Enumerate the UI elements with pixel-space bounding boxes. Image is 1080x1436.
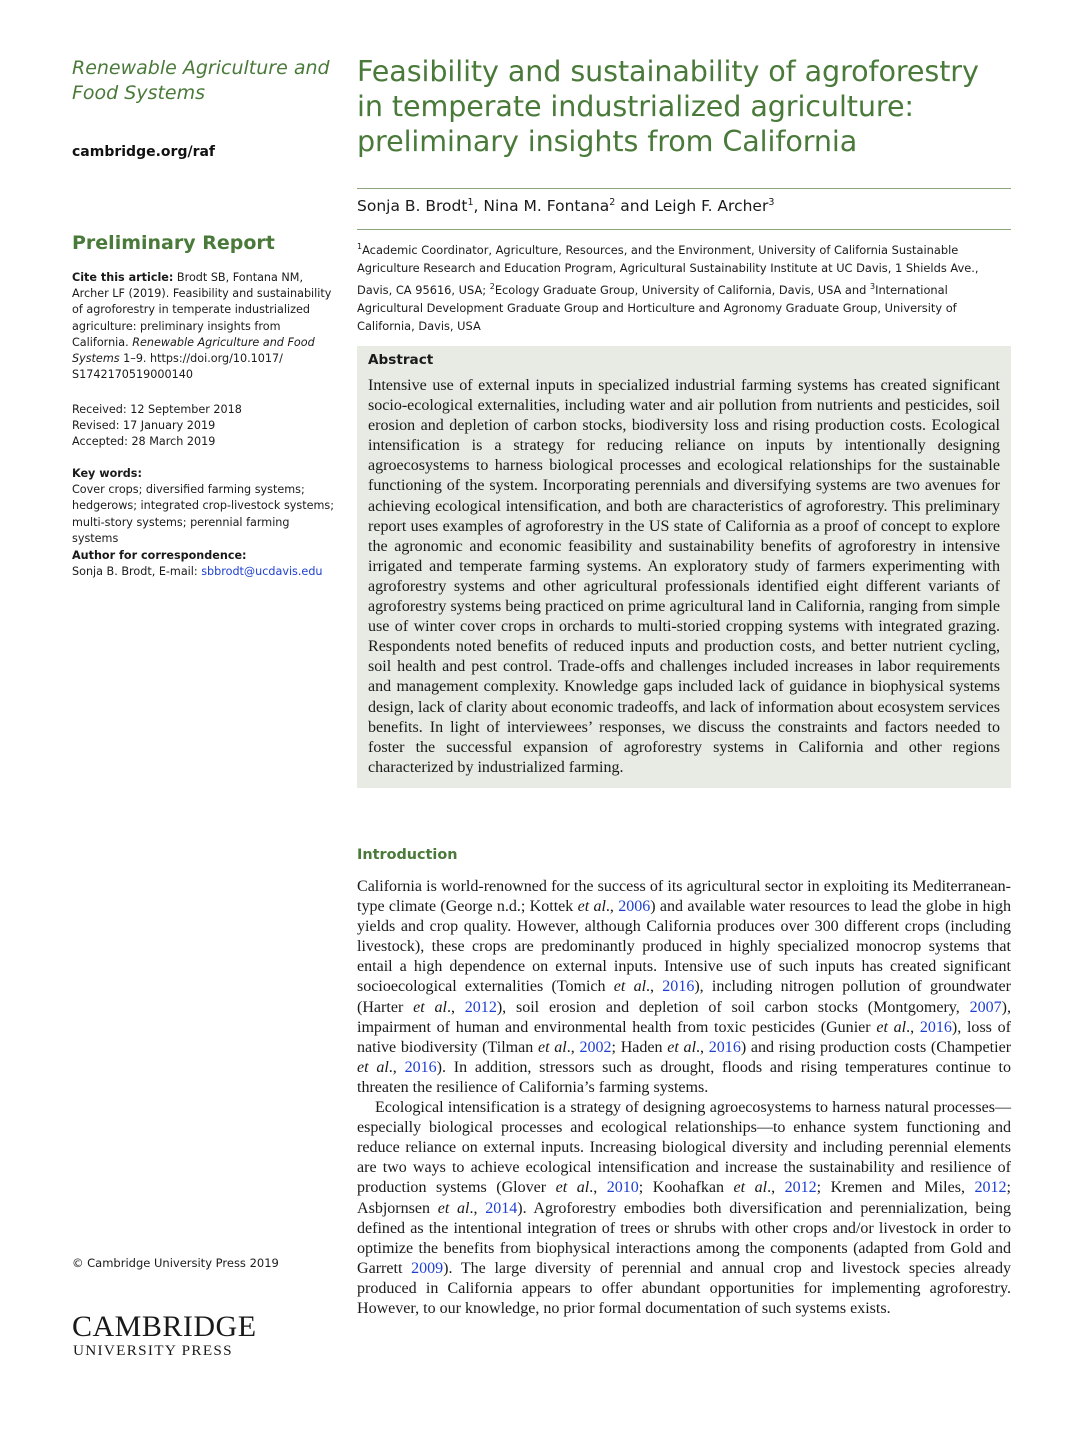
body-text: ), soil erosion and depletion of soil carbon stocks (Montgomery, <box>496 998 970 1016</box>
correspondence-email-link[interactable]: sbbrodt@ucdavis.edu <box>201 565 323 579</box>
citation-year-link[interactable]: 2016 <box>662 978 695 996</box>
affiliations <box>357 238 1011 336</box>
affiliation-text: International Agricultural Development Graduate Group and Horticulture and Agronomy Graduate Group, University of California, Davis, USA <box>357 282 957 334</box>
body-text: ; Haden <box>611 1038 668 1056</box>
body-text: ., <box>696 1038 709 1056</box>
body-text: ., <box>446 998 465 1016</box>
journal-name: Renewable Agriculture and Food Systems <box>72 57 330 104</box>
body-text: ), including nitrogen pollution of groundwater (Harter <box>357 978 1012 1016</box>
title-rule <box>357 188 1011 189</box>
et-al-italic: et al <box>667 1038 697 1056</box>
author-name: Leigh F. Archer <box>654 197 769 216</box>
et-al-italic: et al <box>357 1058 389 1076</box>
article-dates <box>72 402 242 450</box>
keywords-block <box>72 466 338 547</box>
et-al-italic: et al <box>577 898 606 916</box>
affiliation-text: Academic Coordinator, Agriculture, Resources, and the Environment, University of California Sustainable Agriculture Research and Education Program, Agricultural Sustainability Institute at UC Davis, 1 Shields Ave., Davis, CA 95616, USA; <box>357 242 979 297</box>
body-text: ), impairment of human and environmental health from toxic pesticides (Gunier <box>357 998 1012 1036</box>
citation-year-link[interactable]: 2002 <box>579 1038 612 1056</box>
abstract-text: Intensive use of external inputs in specialized industrial farming systems has created significant socio-ecological externalities, including water and air pollution from nutrients and pesticides, soil erosion and depletion of carbon stocks, biodiversity loss and rising production costs. Ecological intensification is a strategy for reducing reliance on inputs by intentionally designing agroecosystems to harness biological processes and ecological relationships for the sustainable functioning of the system. Incorporating perennials and diversifying systems are two avenues for achieving ecological intensification, and both are characteristics of agroforestry. This preliminary report uses examples of agroforestry in the US state of California as a proof of concept to explore the agronomic and economic feasibility and sustainability benefits of agroforestry in intensive irrigated and temperate farming systems. An exploratory study of farmers experimenting with agroforestry systems and other agricultural professionals identified eight different variants of agroforestry systems being practiced on prime agricultural land in California, ranging from simple use of winter cover crops in orchards to multi-storied cropping systems with integrated grazing. Respondents noted benefits of reduced inputs and production costs, and better nutrient cycling, soil health and pest control. Trade-offs and challenges included increases in labor requirements and management complexity. Knowledge gaps included lack of guidance in biophysical systems design, lack of clarity about economic tradeoffs, and lack of information about ecosystem services benefits. In light of interviewees’ responses, we discuss the constraints and factors needed to foster the successful expansion of agroforestry systems in California and other regions characterized by industrialized farming. <box>368 377 1000 776</box>
et-al-italic: et al <box>537 1038 567 1056</box>
body-text: ). The large diversity of perennial and annual crop and livestock species already produced in California appears to offer abundant opportunities for implementing agroforestry. However, to our knowledge, no prior formal documentation of such systems exists. <box>357 1259 1011 1317</box>
citation-year-link[interactable]: 2006 <box>618 898 651 916</box>
citation-year-link[interactable]: 2016 <box>708 1038 741 1056</box>
keywords-text: Cover crops; diversified farming systems; hedgerows; integrated crop-livestock systems; multi-story systems; perennial farming systems <box>72 483 335 545</box>
affiliation-text: Ecology Graduate Group, University of California, Davis, USA and <box>494 282 870 297</box>
author-affiliation-marker: 2 <box>609 197 616 208</box>
et-al-italic: et al <box>733 1179 768 1197</box>
revised-date: Revised: 17 January 2019 <box>72 419 216 432</box>
accepted-date: Accepted: 28 March 2019 <box>72 435 216 448</box>
correspondence-block <box>72 548 338 580</box>
abstract-heading: Abstract <box>368 352 434 368</box>
author-name: Nina M. Fontana <box>483 197 610 216</box>
affiliation-marker: 1 <box>357 242 363 251</box>
body-text: ., <box>589 1179 607 1197</box>
body-text: ) and rising production costs (Champetier <box>740 1038 1012 1056</box>
journal-url[interactable]: cambridge.org/raf <box>72 144 216 160</box>
author-name: Sonja B. Brodt <box>357 197 468 216</box>
citation-year-link[interactable]: 2007 <box>969 998 1002 1016</box>
citation-year-link[interactable]: 2016 <box>919 1018 952 1036</box>
body-text: ., <box>388 1058 405 1076</box>
citation-year-link[interactable]: 2014 <box>485 1199 518 1217</box>
abstract-box <box>357 346 1011 788</box>
et-al-italic: et al <box>876 1018 907 1036</box>
body-paragraph <box>357 877 1011 1098</box>
body-text: ., <box>605 898 614 916</box>
citation-year-link[interactable]: 2012 <box>974 1179 1007 1197</box>
affiliation-marker: 2 <box>489 281 495 291</box>
body-text: ) and available water resources to lead the globe in high yields and crop quality. However, although California produces over 300 different crops (including livestock), these crops are predominantly produced in highly specialized monocrop systems that entail a high dependence on external inputs. Intensive use of such inputs has created significant socioecological externalities (Tomich <box>357 898 1011 996</box>
cite-label: Cite this article: <box>72 271 174 284</box>
correspondence-text: Sonja B. Brodt, E-mail: <box>72 565 202 579</box>
et-al-italic: et al <box>613 978 647 996</box>
body-text: ), loss of native biodiversity (Tilman <box>357 1018 1012 1056</box>
citation-year-link[interactable]: 2012 <box>464 998 497 1016</box>
body-text: ). In addition, stressors such as drought, floods and rising temperatures continue to threaten the resilience of California’s farming systems. <box>357 1058 1011 1096</box>
body-text: ., <box>767 1179 785 1197</box>
author-affiliation-marker: 1 <box>467 197 474 208</box>
article-type-label: Preliminary Report <box>72 232 275 254</box>
et-al-italic: et al <box>413 998 447 1016</box>
body-text: California is world-renowned for the success of its agricultural sector in exploiting its Mediterranean-type climate (George n.d.; Kottek <box>357 878 1011 916</box>
body-text: ). Agroforestry embodies both diversification and perennialization, being defined as the intentional integration of trees or shrubs with other crops and/or livestock in order to optimize the benefits from biophysical interactions among the components (adapted from Gold and Garrett <box>357 1199 1011 1277</box>
keywords-label: Key words: <box>72 467 142 480</box>
author-affiliation-marker: 3 <box>768 197 775 208</box>
cite-doi: 1–9. https://doi.org/10.1017/ S1742170519000140 <box>72 352 283 382</box>
introduction-heading: Introduction <box>357 847 458 863</box>
cambridge-university-press-logo <box>72 1310 272 1358</box>
body-text: ; Koohafkan <box>638 1179 734 1197</box>
citation-year-link[interactable]: 2012 <box>784 1179 817 1197</box>
author-list: Sonja B. Brodt$^1$, Nina M. Fontana$^2$ and Leigh F. Archer$^3$ <box>357 197 775 216</box>
body-text: ., <box>646 978 663 996</box>
citation-year-link[interactable]: 2009 <box>411 1259 444 1277</box>
cite-journal: Renewable Agriculture and Food Systems <box>72 335 315 366</box>
introduction-body <box>357 877 1011 1319</box>
body-text: ., <box>469 1199 486 1217</box>
authors-rule <box>357 229 1011 230</box>
copyright-notice: © Cambridge University Press 2019 <box>72 1256 279 1270</box>
body-text: ., <box>566 1038 580 1056</box>
body-text: ., <box>906 1018 920 1036</box>
cite-this-article <box>72 270 338 383</box>
body-text: ; Kremen and Miles, <box>816 1179 975 1197</box>
article-title: Feasibility and sustainability of agroforestry in temperate industrialized agriculture: preliminary insights from California <box>357 54 979 158</box>
cite-text: Brodt SB, Fontana NM, Archer LF (2019). Feasibility and sustainability of agroforestry in temperate industrialized agriculture: preliminary insights from California. <box>72 271 332 349</box>
affiliation-marker: 3 <box>870 281 876 291</box>
body-paragraph <box>357 1098 1011 1319</box>
body-text: ; Asbjornsen <box>357 1179 1011 1217</box>
logo-line-2: UNIVERSITY PRESS <box>73 1342 233 1358</box>
received-date: Received: 12 September 2018 <box>72 403 242 416</box>
citation-year-link[interactable]: 2010 <box>606 1179 639 1197</box>
logo-line-1: CAMBRIDGE <box>72 1310 257 1343</box>
citation-year-link[interactable]: 2016 <box>404 1058 437 1076</box>
correspondence-label: Author for correspondence: <box>72 549 247 562</box>
et-al-italic: et al <box>555 1179 590 1197</box>
body-text: Ecological intensification is a strategy of designing agroecosystems to harness natural processes—especially biological processes and ecological relationships—to enhance system functioning and reduce reliance on external inputs. Increasing biological diversity and including perennial elements are two ways to achieve ecological intensification and increase the sustainability and resilience of production systems (Glover <box>357 1099 1011 1197</box>
et-al-italic: et al <box>437 1199 470 1217</box>
